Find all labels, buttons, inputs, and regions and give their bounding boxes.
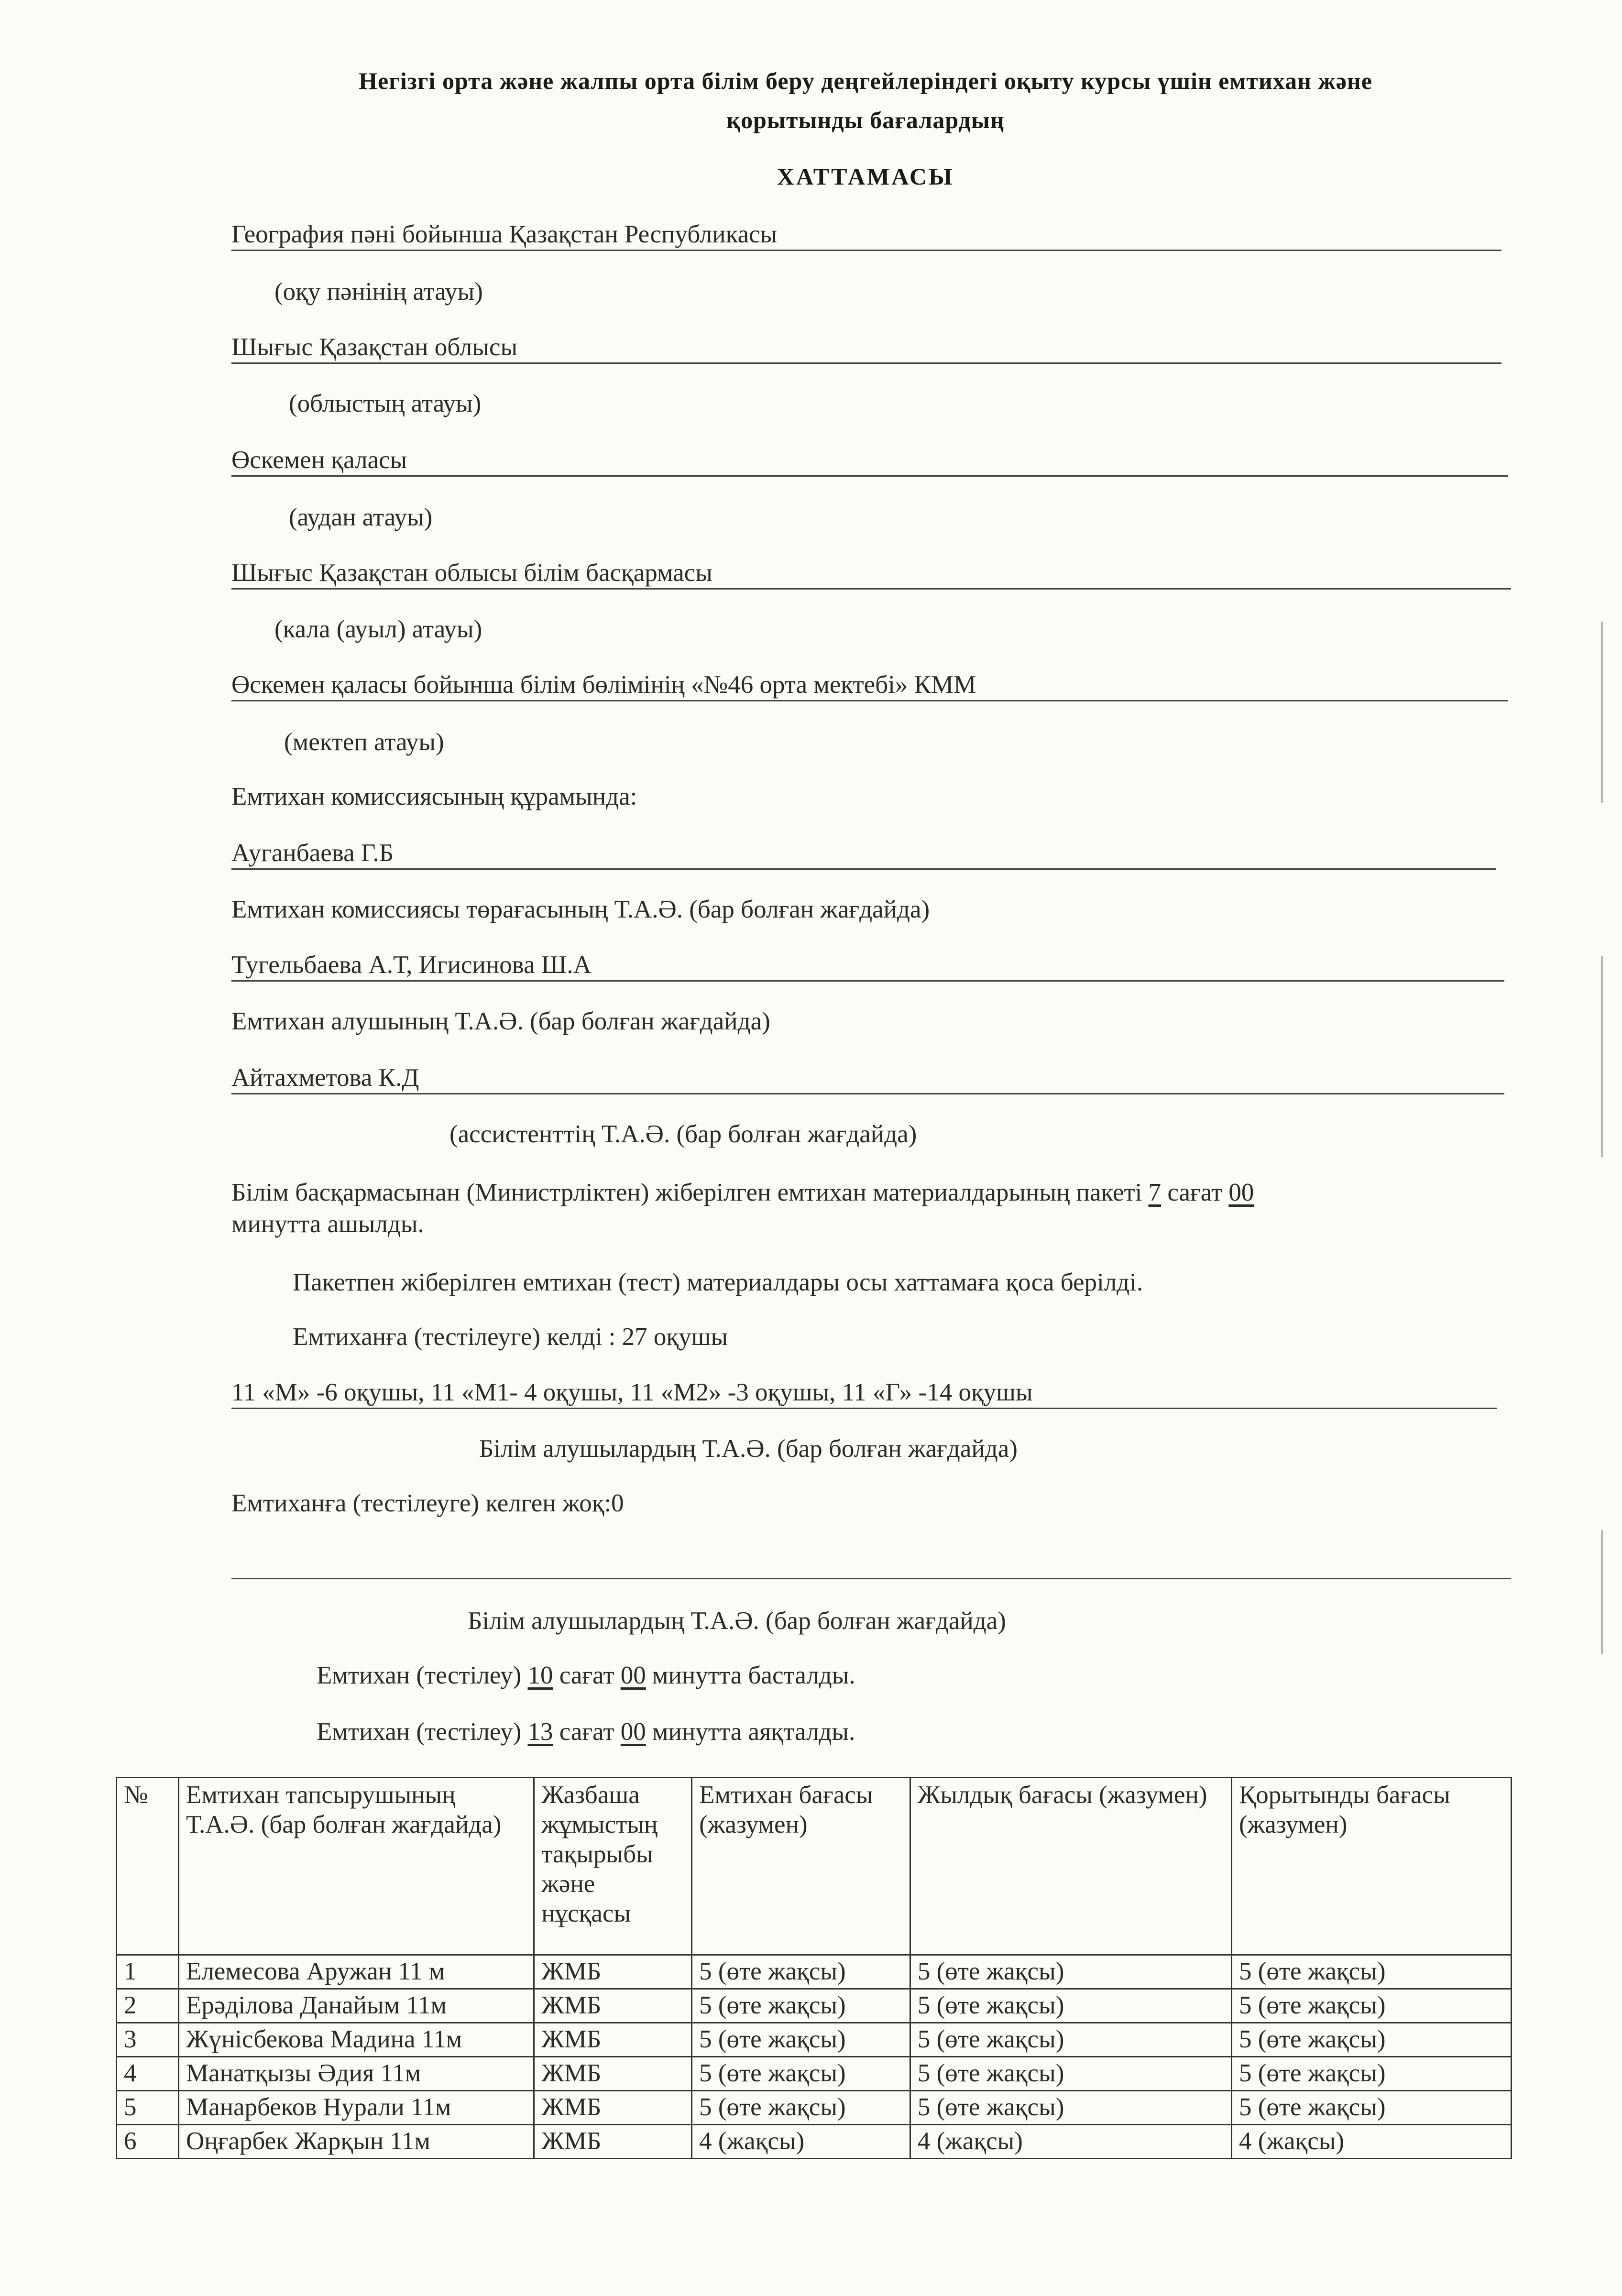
student-name: Манатқызы Әдия 11м [178,2057,534,2091]
row-number: 3 [117,2023,179,2057]
table-row [117,1955,1512,1989]
subject-field: География пәні бойынша Қазақстан Республикасы [231,219,1501,251]
student-name: Оңғарбек Жарқын 11м [178,2125,534,2159]
row-number: 6 [117,2125,179,2159]
scan-edge-mark [1601,956,1603,1157]
document-title: ХАТТАМАСЫ [777,163,954,190]
document-title-line1: Негізгі орта және жалпы орта білім беру деңгейлеріндегі оқыту курсы үшін емтихан және [359,67,1372,94]
header-annual-grade: Жылдық бағасы (жазумен) [910,1778,1231,1955]
final-grade: 5 (өте жақсы) [1231,2023,1511,2057]
exam-grade: 5 (өте жақсы) [692,1989,910,2023]
district-field: Өскемен қаласы [231,445,1508,477]
final-grade: 5 (өте жақсы) [1231,1989,1511,2023]
student-name: Манарбеков Нурали 11м [178,2091,534,2125]
header-final-grade: Қорытынды бағасы (жазумен) [1231,1778,1511,1955]
package-hour: 7 [1148,1179,1162,1206]
written-topic: ЖМБ [534,1955,692,1989]
written-topic: ЖМБ [534,1989,692,2023]
header-exam-grade: Емтихан бағасы (жазумен) [692,1778,910,1955]
end-minute: 00 [620,1718,646,1746]
final-grade: 4 (жақсы) [1231,2125,1511,2159]
annual-grade: 5 (өте жақсы) [910,1955,1231,1989]
results-table [116,1777,1512,2159]
header-student-name: Емтихан тапсырушының Т.А.Ә. (бар болған жағдайда) [178,1778,534,1955]
annual-grade: 4 (жақсы) [910,2125,1231,2159]
exam-grade: 5 (өте жақсы) [692,2023,910,2057]
scan-edge-mark [1601,622,1603,803]
table-row [117,2023,1512,2057]
district-hint: (аудан атауы) [289,503,433,531]
students-hint-2: Білім алушылардың Т.А.Ә. (бар болған жағдайда) [468,1607,1006,1635]
row-number: 1 [117,1955,179,1989]
city-field: Шығыс Қазақстан облысы білім басқармасы [231,558,1511,590]
row-number: 2 [117,1989,179,2023]
row-number: 4 [117,2057,179,2091]
document-title-line2: қорытынды бағалардың [726,107,1005,133]
table-header-row [117,1778,1512,1955]
written-topic: ЖМБ [534,2057,692,2091]
exam-grade: 4 (жақсы) [692,2125,910,2159]
table-row [117,2057,1512,2091]
exam-grade: 5 (өте жақсы) [692,1955,910,1989]
arrived-count-text: Емтиханға (тестілеуге) келді : 27 оқушы [293,1323,728,1351]
student-name: Ерәділова Данайым 11м [178,1989,534,2023]
absent-text: Емтиханға (тестілеуге) келген жоқ:0 [231,1489,624,1517]
attached-materials-text: Пакетпен жіберілген емтихан (тест) материалдары осы хаттамаға қоса берілді. [293,1268,1143,1296]
student-name: Жүнісбекова Мадина 11м [178,2023,534,2057]
exam-end-text: Емтихан (тестілеу) 13 сағат 00 минутта аяқталды. [317,1718,855,1746]
package-minute: 00 [1228,1179,1254,1206]
annual-grade: 5 (өте жақсы) [910,2023,1231,2057]
examiners-field: Тугельбаева А.Т, Игисинова Ш.А [231,950,1504,982]
start-minute: 00 [620,1662,646,1689]
final-grade: 5 (өте жақсы) [1231,1955,1511,1989]
end-hour: 13 [527,1718,553,1746]
region-field: Шығыс Қазақстан облысы [231,332,1501,364]
scan-edge-mark [1601,1530,1603,1654]
commission-label: Емтихан комиссиясының құрамында: [231,783,637,810]
final-grade: 5 (өте жақсы) [1231,2057,1511,2091]
written-topic: ЖМБ [534,2023,692,2057]
subject-hint: (оқу пәнінің атауы) [274,278,483,306]
annual-grade: 5 (өте жақсы) [910,2057,1231,2091]
absent-names-line [231,1578,1511,1579]
final-grade: 5 (өте жақсы) [1231,2091,1511,2125]
annual-grade: 5 (өте жақсы) [910,2091,1231,2125]
city-hint: (кала (ауыл) атауы) [274,615,482,643]
student-name: Елемесова Аружан 11 м [178,1955,534,1989]
region-hint: (облыстың атауы) [289,390,482,417]
exam-start-text: Емтихан (тестілеу) 10 сағат 00 минутта басталды. [317,1662,855,1689]
school-hint: (мектеп атауы) [284,728,444,756]
package-opened-text-cont: минутта ашылды. [231,1210,424,1238]
table-row [117,2091,1512,2125]
school-field: Өскемен қаласы бойынша білім бөлімінің «№46 орта мектебі» КММ [231,669,1508,701]
table-row [117,1989,1512,2023]
chair-field: Ауганбаева Г.Б [231,838,1496,870]
classes-field: 11 «М» -6 оқушы, 11 «М1- 4 оқушы, 11 «М2» -3 оқушы, 11 «Г» -14 оқушы [231,1377,1497,1409]
package-opened-text: Білім басқармасынан (Министрліктен) жіберілген емтихан материалдарының пакеті 7 сағат 00 [231,1179,1254,1206]
students-hint-1: Білім алушылардың Т.А.Ә. (бар болған жағдайда) [479,1435,1018,1463]
start-hour: 10 [527,1662,553,1689]
exam-grade: 5 (өте жақсы) [692,2091,910,2125]
chair-hint: Емтихан комиссиясы төрағасының Т.А.Ә. (бар болған жағдайда) [231,896,930,923]
written-topic: ЖМБ [534,2125,692,2159]
row-number: 5 [117,2091,179,2125]
examiners-hint: Емтихан алушының Т.А.Ә. (бар болған жағдайда) [231,1007,770,1035]
annual-grade: 5 (өте жақсы) [910,1989,1231,2023]
header-written-topic: Жазбаша жұмыстың тақырыбы және нұсқасы [534,1778,692,1955]
assistant-field: Айтахметова К.Д [231,1062,1504,1094]
table-row [117,2125,1512,2159]
exam-grade: 5 (өте жақсы) [692,2057,910,2091]
written-topic: ЖМБ [534,2091,692,2125]
assistant-hint: (ассистенттің Т.А.Ә. (бар болған жағдайда) [449,1120,917,1148]
header-number: № [117,1778,179,1955]
